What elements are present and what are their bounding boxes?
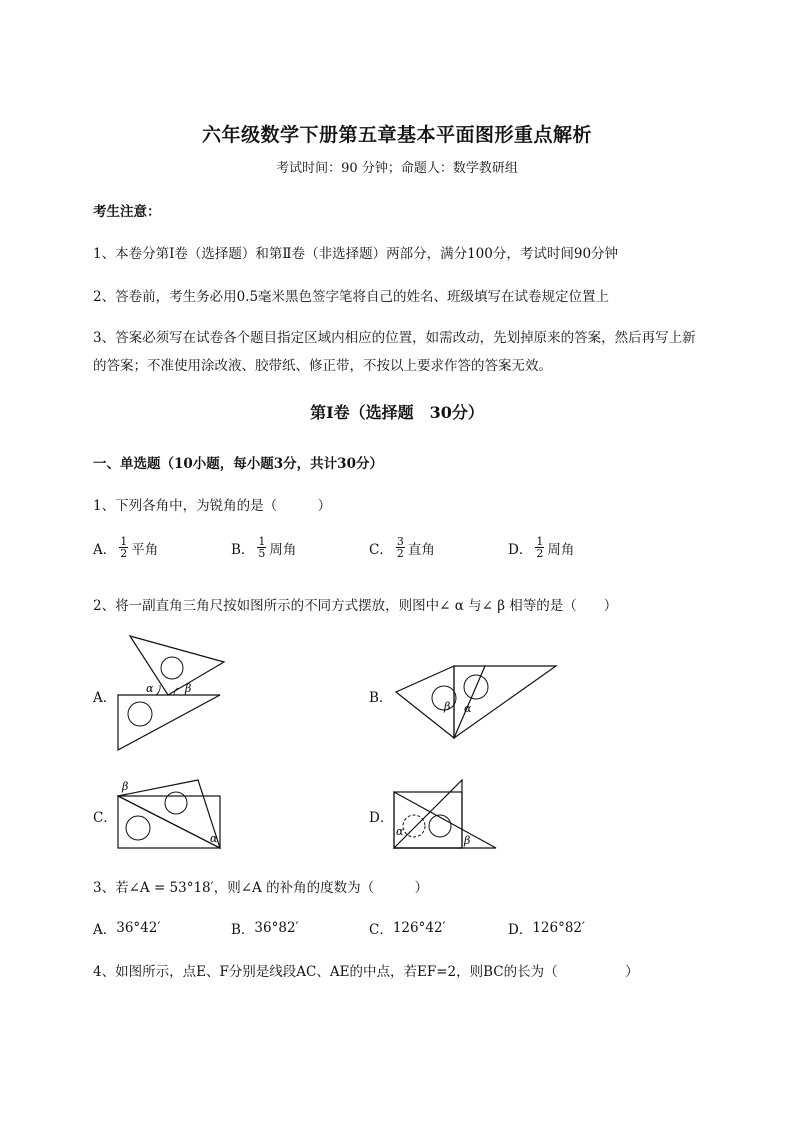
q2-option-b-label[interactable]: B． [369,690,393,706]
triangle-upper [130,636,224,695]
beta-label: β [444,700,451,713]
fraction: $\frac{1}{2}$ [536,535,544,560]
option-letter: A． [93,922,117,938]
option-letter: C． [369,922,393,938]
fraction: $\frac{1}{5}$ [258,535,266,560]
q1-option-b[interactable] [231,536,296,559]
q2-option-c-label[interactable]: C． [93,810,117,826]
note-item: 3、答案必须写在试卷各个题目指定区域内相应的位置，如需改动，先划掉原来的答案，然后再写上新 [93,330,696,346]
q1-option-d[interactable] [508,536,574,559]
circle-mark [165,792,187,814]
triangle-tall [394,780,462,848]
notes-heading: 考生注意： [93,204,161,220]
q2-figure-c [112,772,227,852]
beta-label: β [464,834,471,847]
q3-option-d[interactable] [508,918,585,938]
q1-option-a[interactable] [93,536,158,559]
circle-mark [126,816,150,840]
option-letter: C． [369,541,393,558]
circle-mark [128,702,152,726]
circle-mark [161,657,183,679]
beta-label: β [185,682,192,695]
part-heading: 一、单选题（10小题，每小题3分，共计30分） [93,456,383,472]
circle-mark [429,815,451,837]
circle-mark-dashed [403,815,425,837]
option-letter: D． [508,922,533,938]
q2-option-d-label[interactable]: D． [369,810,394,826]
note-item: 1、本卷分第Ⅰ卷（选择题）和第Ⅱ卷（非选择题）两部分，满分100分，考试时间90分钟 [93,246,619,262]
question-2-stem: 2、将一副直角三角尺按如图所示的不同方式摆放，则图中∠ α 与∠ β 相等的是（ ） [93,598,618,614]
alpha-label: α [464,702,472,715]
option-letter: B． [231,922,255,938]
option-unit: 直角 [407,541,435,558]
alpha-label: α [396,825,404,838]
q3-option-a[interactable] [93,918,160,938]
option-text: 126°82′ [532,920,586,936]
section-title: 第Ⅰ卷（选择题 30分） [310,403,484,422]
option-unit: 平角 [131,541,159,558]
exam-info: 考试时间：90 分钟；命题人：数学教研组 [276,161,518,176]
triangle-wide [394,792,496,848]
triangle-lower [118,695,220,750]
option-unit: 周角 [547,541,575,558]
q2-figure-b [390,660,562,740]
alpha-label: α [210,832,218,845]
alpha-label: α [146,682,154,695]
diagonal [118,796,220,848]
q2-figure-d [388,772,503,852]
page-title: 六年级数学下册第五章基本平面图形重点解析 [201,124,592,146]
fraction: $\frac{1}{2}$ [120,535,128,560]
option-text: 36°42′ [116,920,161,936]
question-4-stem: 4、如图所示，点E、F分别是线段AC、AE的中点，若EF=2，则BC的长为（ ） [93,964,639,980]
option-letter: D． [508,541,533,558]
angle-arc [156,685,160,695]
fraction: $\frac{3}{2}$ [396,535,404,560]
q2-figure-a [110,630,230,755]
option-text: 126°42′ [392,920,446,936]
triangle-upper [118,780,220,848]
beta-label: β [122,780,129,793]
option-unit: 周角 [269,541,297,558]
option-letter: A． [93,541,117,558]
q2-option-a-label[interactable]: A． [93,690,117,706]
note-item: 的答案；不准使用涂改液、胶带纸、修正带，不按以上要求作答的答案无效。 [93,358,552,374]
note-item: 2、答卷前，考生务必用0.5毫米黑色签字笔将自己的姓名、班级填写在试卷规定位置上 [93,289,610,305]
q1-option-c[interactable] [369,536,435,559]
option-letter: B． [231,541,255,558]
question-1-stem: 1、下列各角中，为锐角的是（ ） [93,498,332,514]
option-text: 36°82′ [254,920,299,936]
q3-option-c[interactable] [369,918,446,938]
q3-option-b[interactable] [231,918,299,938]
question-3-stem: 3、若∠A = 53°18′，则∠A 的补角的度数为（ ） [93,880,429,896]
